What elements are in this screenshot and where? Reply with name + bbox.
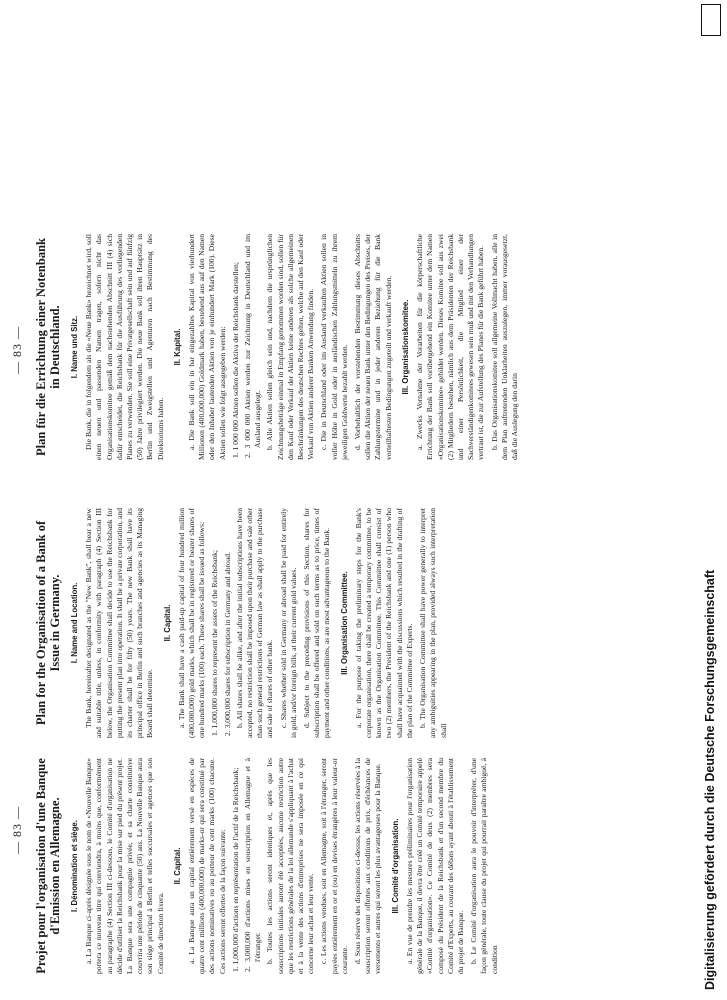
- french-section-1-heading: I. Dénomination et siège.: [70, 820, 79, 912]
- french-section-3-paragraph-b: b. Le Comité d'organisation aura le pouvoir d'interpréter, d'une façon générale, toute clause du projet qui pourrait paraître ambiguë, à condition: [469, 758, 499, 974]
- french-section-2-paragraph-a: a. La Banque aura un capital entièrement versé en espèces de quatre cent millions (400,000,000) de marks-or qui sera constitué par des actions nominatives ou au porteur de cent marks (100) chacune. Ces actions seront offertes de la façon suivante:: [187, 758, 227, 974]
- english-section-3-paragraph-b: b. The Organisation Committee shall have power generally to interpret any ambiguities appearing in the plan, provided always such interpretation shall: [418, 508, 448, 738]
- english-title: Plan for the Organisation of a Bank of Issue in Germany.: [34, 520, 62, 726]
- english-column: [34, 508, 452, 738]
- english-section-2-paragraph-c: c. Shares whether sold in Germany or abroad shall be paid for entirely in gold, and/or foreign bills, at their current gold values.: [278, 508, 298, 738]
- french-section-2-paragraph-b: b. Toutes les actions seront identiques et, après que les souscriptions initiales auront été acceptées, aucune restriction autre que les restrictions générales de la loi allemande s'appliquant à l'achat et à la vente des actions d'entreprises ne sera imposée en ce qui concerne leur achat et leur vente.: [265, 758, 316, 974]
- digitization-note-text: Digitalisierung gefördert durch die Deutsche Forschungsgemeinschaft: [703, 569, 717, 990]
- english-section-2-paragraph-d: d. Subject to the preceding provisions of this Section, shares for subscription shall be offered and sold on such terms as to price, times of payment and other conditions, as are most advantageous to the Bank.: [302, 508, 332, 738]
- german-section-3-paragraph-a: a. Zwecks Vornahme der Vorarbeiten für die körperschaftliche Errichtung der Bank soll vorübergehend ein Komitee unter dem Namen «Organisationskomitee» gebildet werden. Dieses Komitee soll aus zwei (2) Mitgliedern bestehen, nämlich aus dem Präsidenten der Reichsbank und einer Persönlichkeit, die Mitglied einer der Sachverständigenkomitees gewesen sein muß und mit den Verhandlungen vertraut ist, die zur Aufstellung des Planes für die Bank geführt haben.: [415, 234, 486, 460]
- german-section-2-heading: II. Kapital.: [172, 328, 182, 366]
- french-section-1-paragraph-a: a. La Banque ci-après désignée sous le nom de «Nouvelle Banque» portera ce nouveau titre qui conviendra, à moins que, conformément au paragraphe (4) Section III ci-dessous, le Comité d'organisation ne décide d'utiliser la Reichsbank pour la mise sur pied du présent projet. La Banque sera une compagnie privée, et sa charte constitutive couvrira une période de cinquante (50) ans. La Nouvelle Banque aura son siège principal à Berlin et telles succursales et agences que son Comité de direction fixera.: [84, 758, 165, 974]
- english-section-2-list-item-1: 1. 1,000,000 shares to represent the assets of the Reichsbank;: [210, 549, 220, 736]
- french-column: [34, 758, 503, 974]
- digitization-note: [700, 6, 722, 994]
- german-section-2-list-item-1: 1. 1 000 000 Aktien sollen die Aktiva der Reichsbank darstellen;: [230, 262, 240, 458]
- page-number-right: — 83 —: [10, 326, 24, 374]
- french-section-3-paragraph-a: a. En vue de prendre les mesures préliminaires pour l'organisation générale de la Banque, il devra être créé un Comité temporaire appelé «Comité d'organisation». Ce Comité de deux (2) membres sera composé du Président de la Reichsbank et d'un second membre du Comité d'Experts, au courant des débats ayant abouti à l'établissement du projet de Banque.: [404, 758, 465, 974]
- english-section-3-heading: III. Organisation Committee.: [339, 571, 349, 675]
- french-section-2-list-item-1: 1. 1,000,000 d'actions en représentation de l'actif de la Reichsbank;: [230, 767, 240, 972]
- english-section-1-heading: I. Name and Location.: [70, 582, 79, 664]
- german-section-2-paragraph-a: a. Die Bank soll ein in bar eingezahltes Kapital von vierhundert Millionen (400,000,000) Goldmark haben, bestehend aus auf den Namen oder den Inhaber lautenden Aktien von je einhundert Mark (100). Diese Aktien sollen wie folgt ausgegeben werden:: [187, 234, 227, 460]
- french-section-2-heading: II. Capital.: [172, 847, 182, 885]
- english-section-1-paragraph-a: The Bank, hereinafter designated as the "New Bank", shall bear a new and suitable title, unless, in conformity with paragraph (4) Section III below, the Organisation Committee shall decide to use the Reichsbank for putting the present plan into operation. It shall be a private corporation, and its charter shall be for fifty (50) years. The new Bank shall have its principal office in Berlin and such branches and agencies as its Managing Board shall determine.: [84, 508, 155, 738]
- german-section-2-list-item-2: 2. 3 000 000 Aktien werden zur Zeichnung in Deutschland und im Ausland ausgelegt.: [243, 234, 263, 458]
- french-section-2-list-item-2: 2. 3,000,000 d'actions mises en souscription en Allemagne et à l'étranger.: [243, 758, 263, 972]
- english-section-3-paragraph-a: a. For the purpose of taking the preliminary steps for the Bank's corporate organisation, there shall be created a temporary committee, to be known as the Organisation Committee. This Committee shall consist of two (2) members, the President of the Reichsbank and one (1) person who shall have acquainted with the discussions which resulted in the drafting of the plan of the Committee of Experts.: [353, 508, 414, 738]
- french-section-3-heading: III. Comité d'organisation.: [390, 818, 400, 914]
- english-section-2-heading: II. Capital.: [162, 604, 172, 642]
- german-section-2-paragraph-c: c. Die in Deutschland oder im Ausland verkauften Aktien sollen in voller Höhe in Gold oder in ausländischen Zahlungsmitteln zu ihrem jeweiligen Goldwerte bezahlt werden.: [319, 234, 349, 460]
- german-column: [34, 234, 523, 460]
- french-section-2-paragraph-c: c. Les actions vendues, soit en Allemagne, soit à l'étranger, seront payées entièrement en or et (ou) en devises étrangères à leur valeur-or courante.: [319, 758, 349, 974]
- german-section-1-heading: I. Name und Sitz.: [70, 315, 79, 379]
- english-section-2-paragraph-b: b. All shares shall be alike, and after the initial subscriptions have been accepted, no restriction shall be imposed upon their purchase and sale other than such general restrictions of German law as shall apply to the purchase and sale of shares of other bank.: [234, 508, 275, 738]
- french-title: Projet pour l'organisation d'une Banque d'Emission en Allemagne.: [34, 758, 62, 974]
- english-section-2-list-item-2: 2. 3,000,000 shares for subscription in Germany and abroad.: [222, 552, 232, 736]
- german-section-3-heading: III. Organisationskomitee.: [400, 299, 410, 395]
- german-title: Plan für die Errichtung einer Notenbank in Deutschland.: [34, 238, 62, 456]
- german-section-3-paragraph-b: b. Das Organisationskomitee soll allgemeine Vollmacht haben, alle in dem Plan auftretenden Unklarheiten auszulegen, immer vorausgesetzt, daß die Auslegung den darin: [489, 234, 519, 460]
- dfg-logo: [701, 4, 721, 36]
- english-section-2-paragraph-a: a. The Bank shall have a cash paid-up capital of four hundred million (400,000,000) gold marks, which shall be in registered or bearer shares of one hundred marks (100) each. These shares shall be issued as follows:: [176, 508, 207, 738]
- german-section-2-paragraph-b: b. Alle Aktien sollen gleich sein und, nachdem die ursprünglichen Zeichnungsbeträge einmal in Empfang genommen worden sind, sollen für den Kauf oder Verkauf der Aktien keine anderen als solche allgemeinen Beschränkungen des deutschen Rechtes gelten, welche auf den Kauf oder Verkauf von Aktien anderer Banken Anwendung finden.: [265, 234, 316, 460]
- german-section-1-paragraph-a: Die Bank, die in folgendem als die «Neue Bank» bezeichnet wird, soll einen neuen und passenden Namen tragen, sofern nicht das Organisationskomitee gemäß dem nachstehenden Abschnitt III (4) sich dafür entscheidet, die Reichsbank für die Ausführung des vorliegenden Planes zu verwenden. Sie soll eine Privatgesellschaft sein und auf fünfzig (50) Jahre privilegiert werden. Die neue Bank soll ihren Hauptsitz in Berlin und Zweigstellen und Agenturen nach Bestimmung des Direktoriums haben.: [84, 234, 165, 460]
- french-section-2-paragraph-d: d. Sous réserve des dispositions ci-dessus, les actions réservées à la souscription seront offertes aux conditions de prix, d'échéances de versements et autres qui seront les plus avantageuses pour la Banque.: [353, 758, 383, 974]
- german-section-2-paragraph-d: d. Vorbehaltlich der vorstehenden Bestimmung dieses Abschnitts sollen die Aktien der neuen Bank unter den Bedingungen des Preises, der Zahlungstermine und in jeder anderen Beziehung für die Bank vorteilhaftesten Bedingungen zugeteilt und verkauft werden.: [353, 234, 393, 460]
- page-number-left: — 83 —: [10, 806, 24, 854]
